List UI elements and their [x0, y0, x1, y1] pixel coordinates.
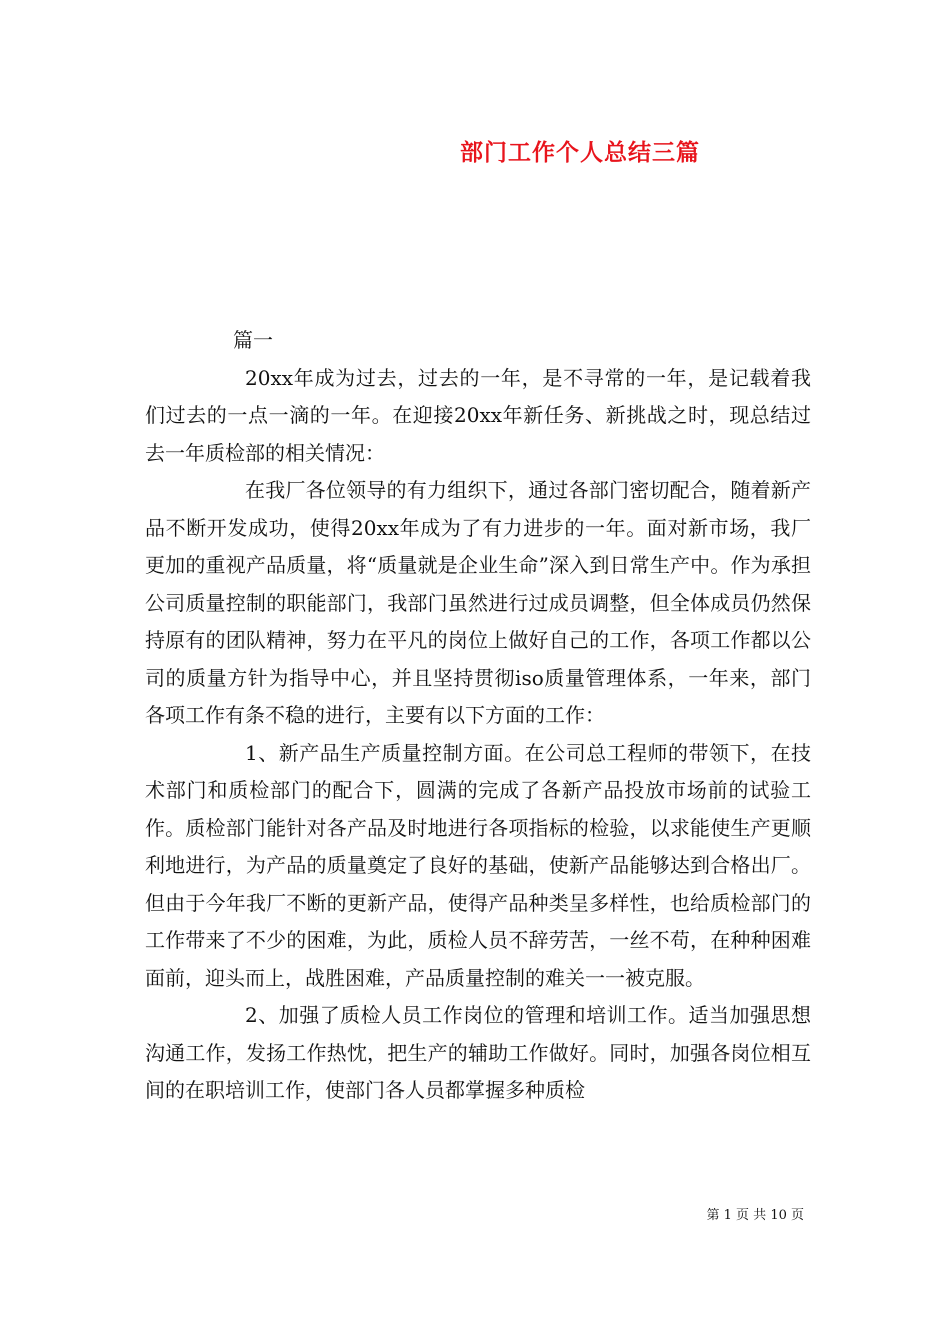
- paragraph-intro: 20xx年成为过去，过去的一年，是不寻常的一年，是记载着我们过去的一点一滴的一年。在迎接20xx年新任务、新挑战之时，现总结过去一年质检部的相关情况：: [145, 365, 811, 465]
- section-label: 篇一: [233, 328, 273, 352]
- paragraph-item-2: 2、加强了质检人员工作岗位的管理和培训工作。适当加强思想沟通工作，发扬工作热忱，把生产的辅助工作做好。同时，加强各岗位相互间的在职培训工作，使部门各人员都掌握多种质检: [145, 1003, 811, 1102]
- paragraph-item-1: 1、新产品生产质量控制方面。在公司总工程师的带领下，在技术部门和质检部门的配合下，圆满的完成了各新产品投放市场前的试验工作。质检部门能针对各产品及时地进行各项指标的检验，以求能使生产更顺利地进行，为产品的质量奠定了良好的基础，使新产品能够达到合格出厂。但由于今年我厂不断的更新产品，使得产品种类呈多样性，也给质检部门的工作带来了不少的困难，为此，质检人员不辞劳苦，一丝不苟，在种种困难面前，迎头而上，战胜困难，产品质量控制的难关一一被克服。: [145, 740, 811, 990]
- paragraph-overview: 在我厂各位领导的有力组织下，通过各部门密切配合，随着新产品不断开发成功，使得20xx年成为了有力进步的一年。面对新市场，我厂更加的重视产品质量，将“质量就是企业生命”深入到日常生产中。作为承担公司质量控制的职能部门，我部门虽然进行过成员调整，但全体成员仍然保持原有的团队精神，努力在平凡的岗位上做好自己的工作，各项工作都以公司的质量方针为指导中心，并且坚持贯彻iso质量管理体系，一年来，部门各项工作有条不稳的进行，主要有以下方面的工作：: [145, 478, 811, 727]
- document-title: 部门工作个人总结三篇: [460, 140, 700, 166]
- page-number: 第 1 页 共 10 页: [706, 1208, 804, 1223]
- document-body: [145, 322, 811, 1110]
